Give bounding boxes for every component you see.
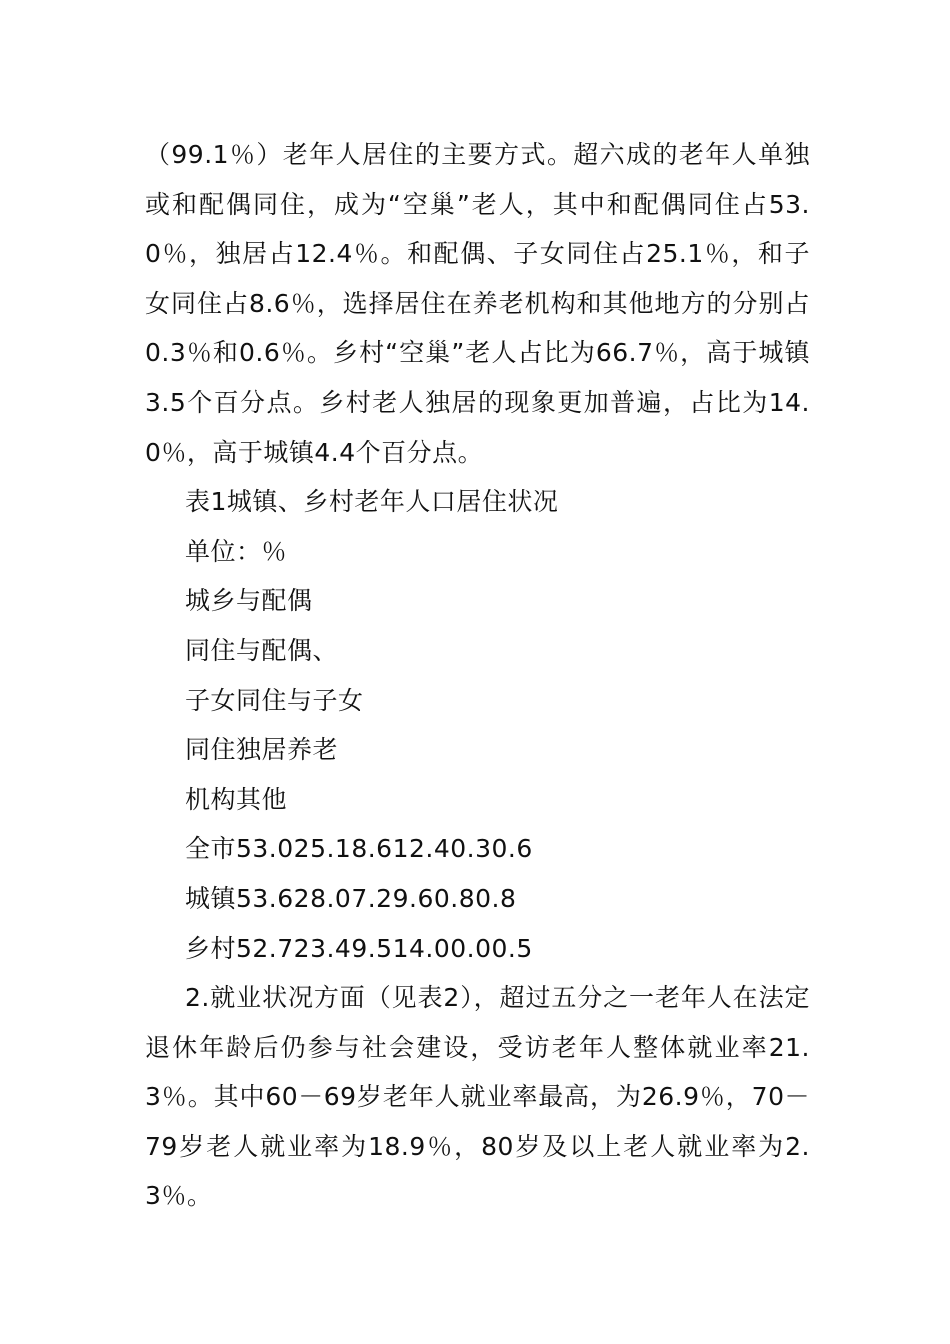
paragraph-living-arrangements: （99.1％）老年人居住的主要方式。超六成的老年人单独或和配偶同住，成为“空巢”老人，其中和配偶同住占53.0％，独居占12.4％。和配偶、子女同住占25.1％，和子女同住占8.6％，选择居住在养老机构和其他地方的分别占0.3％和0.6％。乡村“空巢”老人占比为66.7％，高于城镇3.5个百分点。乡村老人独居的现象更加普遍，占比为14.0％，高于城镇4.4个百分点。	[145, 140, 810, 467]
table-row-city: 全市53.025.18.612.40.30.6	[185, 834, 533, 864]
table-row-village: 乡村52.723.49.514.00.00.5	[185, 933, 533, 963]
table-title: 表1城镇、乡村老年人口居住状况	[185, 487, 559, 517]
table-header-line: 子女同住与子女	[185, 685, 364, 715]
table-header-line: 城乡与配偶	[185, 586, 313, 616]
table-row-town: 城镇53.628.07.29.60.80.8	[185, 883, 517, 913]
paragraph-employment: 2.就业状况方面（见表2），超过五分之一老年人在法定退休年龄后仍参与社会建设，受访老年人整体就业率21.3％。其中60－69岁老年人就业率最高，为26.9％，70－79岁老人就业率为18.9％，80岁及以上老人就业率为2.3％。	[145, 983, 810, 1211]
table-header-line: 同住与配偶、	[185, 635, 339, 665]
document-body	[145, 130, 810, 1221]
table-1-text	[145, 477, 810, 973]
table-header-line: 机构其他	[185, 784, 288, 814]
table-header-line: 同住独居养老	[185, 735, 339, 765]
table-unit: 单位：％	[185, 536, 288, 566]
